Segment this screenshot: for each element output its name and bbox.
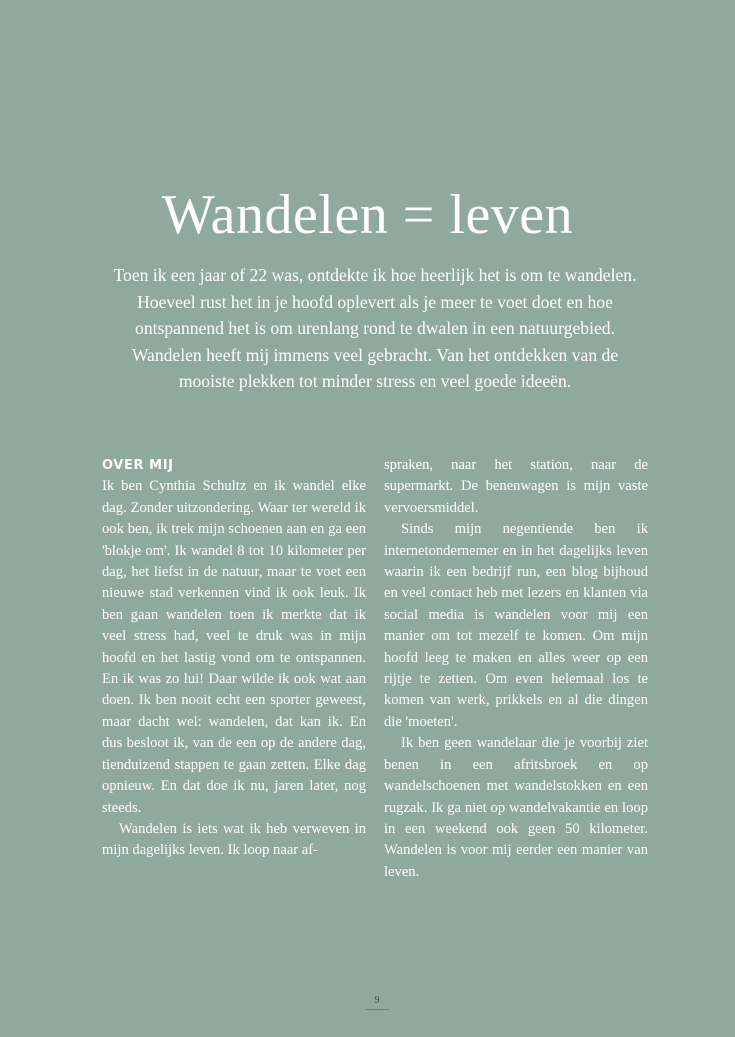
body-paragraph: Wandelen is iets wat ik heb verweven in mijn dagelijks leven. Ik loop naar af-: [102, 820, 366, 859]
page-number: 9: [365, 994, 389, 1010]
body-paragraph: spraken, naar het station, naar de supermarkt. De benenwagen is mijn vaste vervoersmiddel.: [384, 457, 648, 516]
page-title: Wandelen = leven: [161, 184, 574, 246]
text-column-right: [384, 455, 648, 883]
body-paragraph: Ik ben Cynthia Schultz en ik wandel elke dag. Zonder uitzondering. Waar ter wereld ik ook ben, ik trek mijn schoenen aan en ga een 'blokje om'. Ik wandel 8 tot 10 kilometer per dag, het liefst in de natuur, maar te voet een nieuwe stad verkennen vind ik ook leuk. Ik ben gaan wandelen toen ik merkte dat ik veel stress had, veel te druk was in mijn hoofd en het lastig vond om te ontspannen. En ik was zo lui! Daar wilde ik ook wat aan doen. Ik ben nooit echt een sporter geweest, maar dacht wel: wandelen, dat kan ik. En dus besloot ik, van de een op de andere dag, tienduizend stappen te gaan zetten. Elke dag opnieuw. En dat doe ik nu, jaren later, nog steeds.: [102, 478, 366, 816]
body-paragraph: Sinds mijn negentiende ben ik internetondernemer en in het dagelijks leven waarin ik een bedrijf run, een blog bijhoud en veel contact heb met lezers en klanten via social media is wandelen voor mij een manier om tot mezelf te komen. Om mijn hoofd leeg te maken en alles weer op een rijtje te zetten. Om even helemaal los te komen van werk, prikkels en al die dingen die 'moeten'.: [384, 521, 648, 730]
section-heading: OVER MIJ: [102, 458, 174, 473]
intro-paragraph: Toen ik een jaar of 22 was, ontdekte ik hoe heerlijk het is om te wandelen. Hoeveel rust het in je hoofd oplevert als je meer te voet doet en hoe ontspannend het is om urenlang rond te dwalen in een natuurgebied. Wandelen heeft mij immens veel gebracht. Van het ontdekken van de mooiste plekken tot minder stress en veel goede ideeën.: [113, 265, 637, 391]
text-column-left: [102, 455, 366, 862]
body-paragraph: Ik ben geen wandelaar die je voorbij ziet benen in een afritsbroek en op wandelschoenen met wandelstokken en een rugzak. Ik ga niet op wandelvakantie en loop in een weekend ook geen 50 kilometer. Wandelen is voor mij eerder een manier van leven.: [384, 735, 648, 880]
